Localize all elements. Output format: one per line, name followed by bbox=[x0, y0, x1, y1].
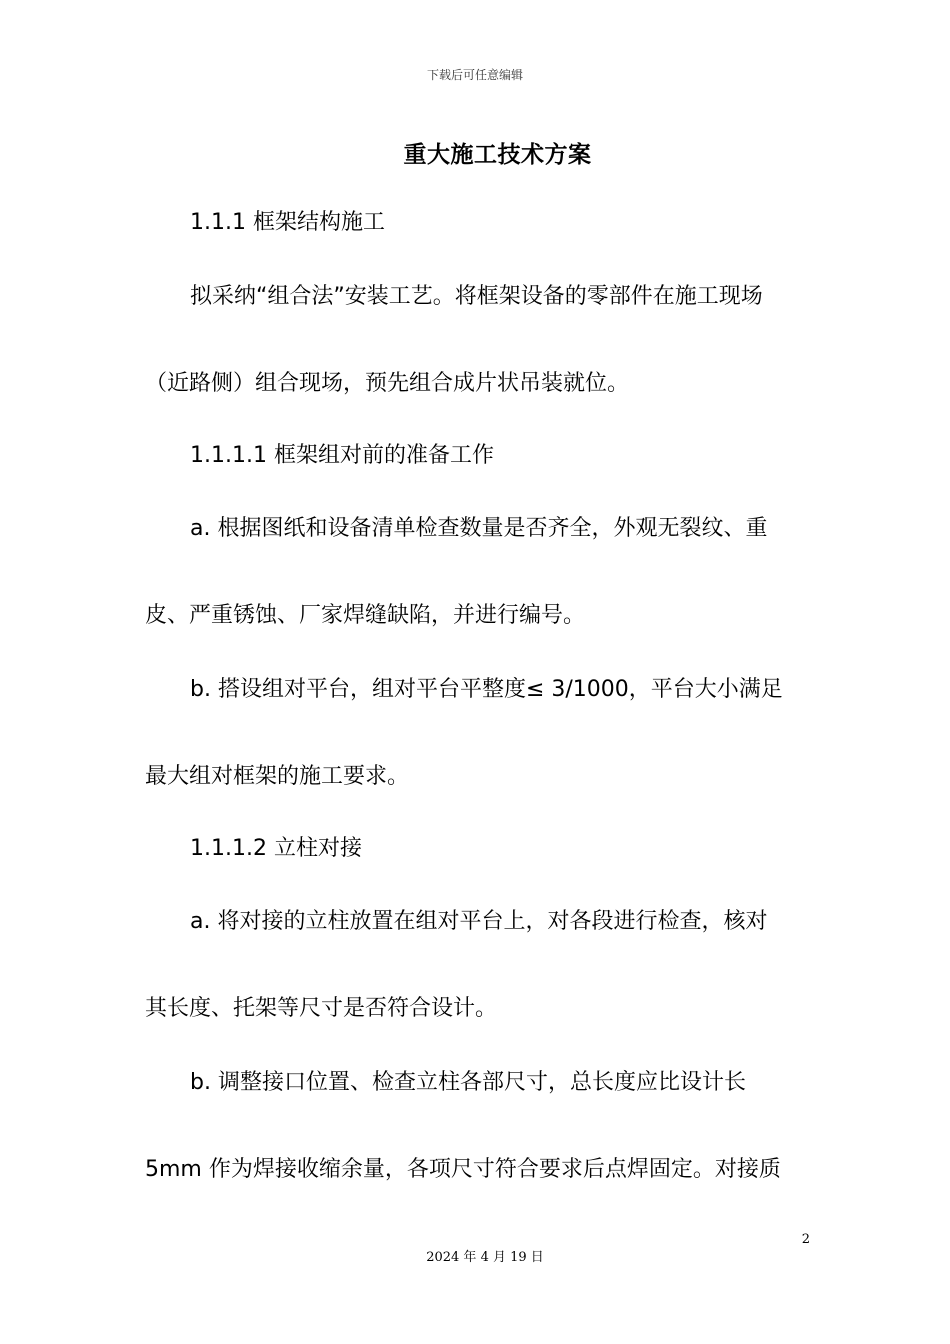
header-note: 下载后可任意编辑 bbox=[426, 68, 523, 82]
section-heading-1-1-1: 1.1.1 框架结构施工 bbox=[190, 210, 385, 235]
document-title: 重大施工技术方案 bbox=[403, 142, 592, 168]
paragraph-line: 最大组对框架的施工要求。 bbox=[145, 764, 410, 789]
paragraph-line: 皮、严重锈蚀、厂家焊缝缺陷，并进行编号。 bbox=[145, 603, 586, 628]
paragraph-line: a. 根据图纸和设备清单检查数量是否齐全，外观无裂纹、重 bbox=[190, 516, 768, 541]
paragraph-line: a. 将对接的立柱放置在组对平台上，对各段进行检查，核对 bbox=[190, 909, 768, 934]
paragraph-line: 拟采纳“组合法”安装工艺。将框架设备的零部件在施工现场 bbox=[190, 284, 763, 309]
footer-date: 2024 年 4 月 19 日 bbox=[426, 1250, 544, 1265]
paragraph-line: 5mm 作为焊接收缩余量，各项尺寸符合要求后点焊固定。对接质 bbox=[145, 1157, 781, 1182]
section-heading-1-1-1-1: 1.1.1.1 框架组对前的准备工作 bbox=[190, 443, 494, 468]
section-heading-1-1-1-2: 1.1.1.2 立柱对接 bbox=[190, 836, 362, 861]
page-number: 2 bbox=[801, 1232, 810, 1247]
paragraph-line: b. 搭设组对平台，组对平台平整度≤ 3/1000，平台大小满足 bbox=[190, 677, 783, 702]
paragraph-line: 其长度、托架等尺寸是否符合设计。 bbox=[145, 996, 498, 1021]
paragraph-line: b. 调整接口位置、检查立柱各部尺寸，总长度应比设计长 bbox=[190, 1070, 746, 1095]
paragraph-line: （近路侧）组合现场，预先组合成片状吊装就位。 bbox=[145, 371, 630, 396]
